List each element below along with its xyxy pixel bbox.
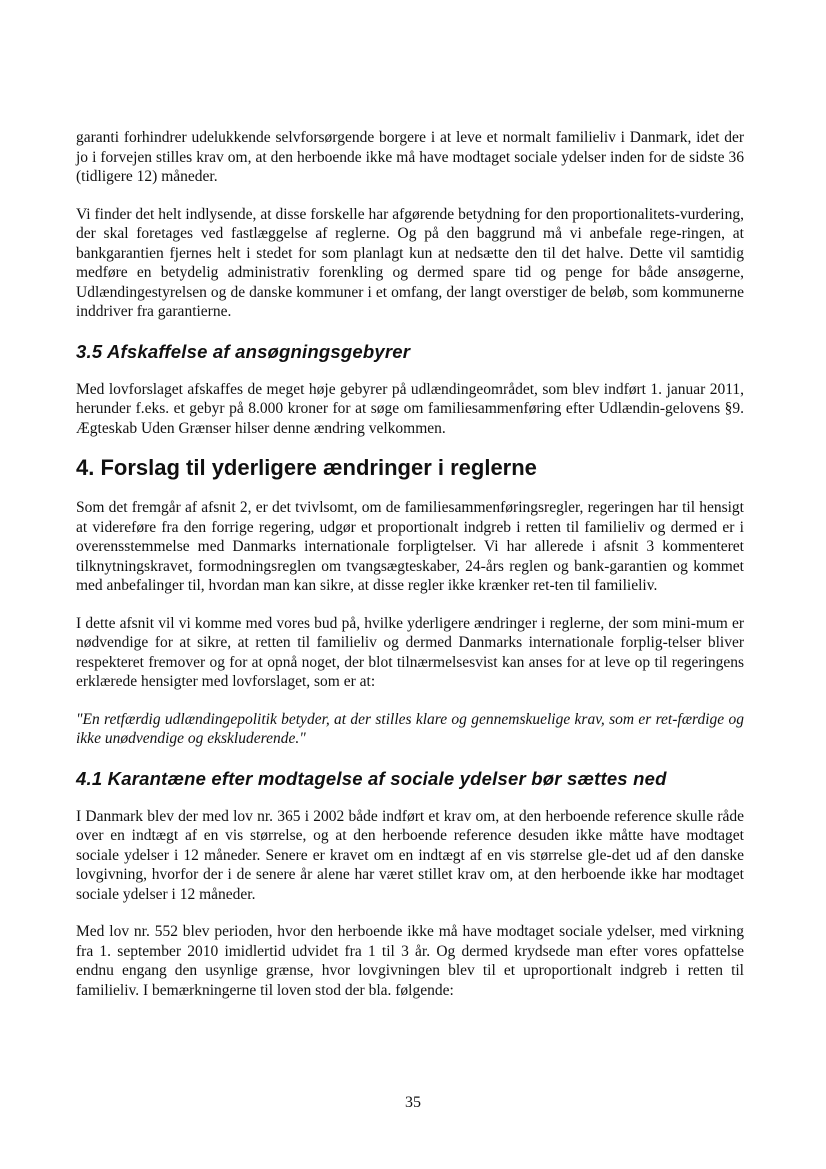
heading-3-5: 3.5 Afskaffelse af ansøgningsgebyrer — [76, 340, 411, 362]
paragraph-fremgaar: Som det fremgår af afsnit 2, er det tvivlsomt, om de familiesammenføringsregler, regeringen har til hensigt at videreføre fra den forrige regering, udgør et proportionalt indgreb i retten til familieliv og dermed er i overensstemmelse med Danmarks internationale forpligtelser. Vi har allerede i afsnit 3 kommenteret tilknytningskravet, formodningsreglen om tvangsægteskaber, 24-års reglen og bank-garantien og kommet med anbefalinger til, hvordan man kan sikre, at disse regler ikke krænker ret-ten til familieliv. — [76, 499, 744, 594]
paragraph-gebyrer: Med lovforslaget afskaffes de meget høje gebyrer på udlændingeområdet, som blev indført 1. januar 2011, herunder f.eks. et gebyr på 8.000 kroner for at søge om familiesammenføring efter Udlændin-gelovens §9. Ægteskab Uden Grænser hilser denne ændring velkommen. — [76, 380, 744, 437]
page-content — [76, 128, 744, 1000]
paragraph-lov-365: I Danmark blev der med lov nr. 365 i 2002 både indført et krav om, at den herboende reference skulle råde over en indtægt af en vis størrelse, og at den herboende reference desuden ikke måtte have modtaget sociale ydelser i 12 måneder. Senere er kravet om en indtægt af en vis størrelse gle-det ud af den danske lovgivning, hvorfor der i de senere år alene har været stillet krav om, at den herboende ikke har modtaget sociale ydelser i 12 måneder. — [76, 807, 744, 903]
paragraph-yderligere: I dette afsnit vil vi komme med vores bud på, hvilke yderligere ændringer i reglerne, der som mini-mum er nødvendige for at sikre, at retten til familieliv og dermed Danmarks internationale forplig-telser bliver respekteret fremover og for at opnå noget, der blot tilnærmelsesvist kan anses for at leve op til regeringens erklærede hensigter med lovforslaget, som er at: — [76, 614, 744, 690]
heading-4: 4. Forslag til yderligere ændringer i reglerne — [76, 455, 537, 480]
page-number: 35 — [405, 1094, 421, 1111]
paragraph-garanti: garanti forhindrer udelukkende selvforsørgende borgere i at leve et normalt familieliv i Danmark, idet der jo i forvejen stilles krav om, at den herboende ikke må have modtaget sociale ydelser inden for de sidste 36 (tidligere 12) måneder. — [76, 129, 744, 185]
paragraph-lov-552: Med lov nr. 552 blev perioden, hvor den herboende ikke må have modtaget sociale ydelser, med virkning fra 1. september 2010 imidlertid udvidet fra 1 til 3 år. Og dermed krydsede man efter vores opfattelse endnu engang den usynlige grænse, hvor lovgivningen blev til et uproportionalt indgreb i retten til familieliv. I bemærkningerne til loven stod der bla. følgende: — [76, 923, 744, 999]
paragraph-proportionalitet: Vi finder det helt indlysende, at disse forskelle har afgørende betydning for den proportionalitets-vurdering, der skal foretages ved fastlæggelse af reglerne. Og på den baggrund må vi anbefale rege-ringen, at bankgarantien fjernes helt i stedet for som planlagt kun at nedsætte den til det halve. Dette vil samtidig medføre en betydelig administrativ forenkling og dermed spare tid og penge for både ansøgerne, Udlændingestyrelsen og de danske kommuner i et omfang, der langt overstiger de beløb, som kommunerne inddriver fra garantierne. — [76, 205, 744, 320]
quote-regering: "En retfærdig udlændingepolitik betyder, at der stilles klare og gennemskuelige krav, som er ret-færdige og ikke unødvendige og ekskluderende." — [76, 710, 744, 747]
heading-4-1: 4.1 Karantæne efter modtagelse af sociale ydelser bør sættes ned — [76, 767, 667, 789]
